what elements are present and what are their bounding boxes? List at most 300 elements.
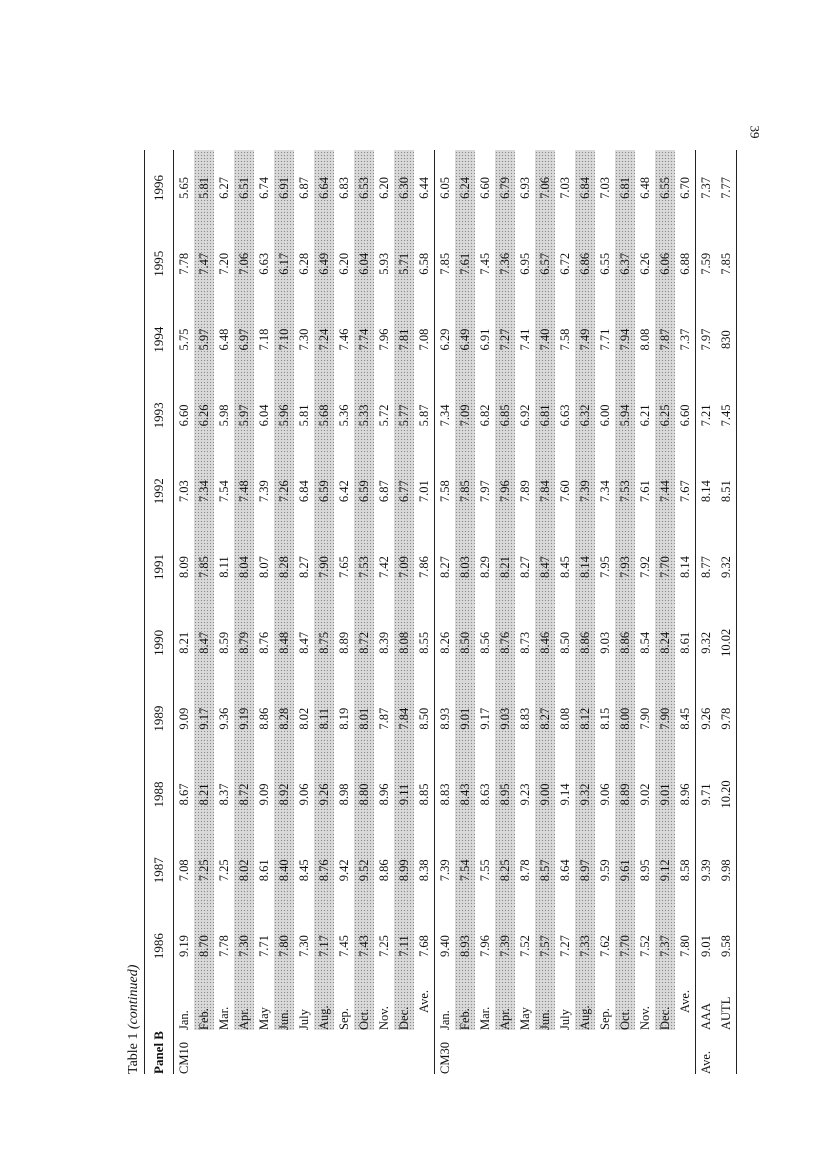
row-label: Sep. bbox=[336, 1008, 351, 1030]
value-cell: 8.08 bbox=[637, 328, 652, 351]
row-label: Oct. bbox=[615, 984, 635, 1030]
value-cell: 7.26 bbox=[274, 453, 294, 529]
row-label: Aug. bbox=[314, 984, 334, 1030]
value-cell: 7.61 bbox=[637, 480, 652, 503]
value-cell: 9.52 bbox=[354, 832, 374, 908]
value-cell: 8.58 bbox=[675, 832, 696, 908]
value-cell: 9.09 bbox=[176, 707, 191, 730]
row-label: Nov. bbox=[376, 1006, 391, 1030]
value-cell: 8.95 bbox=[637, 859, 652, 882]
table-row bbox=[314, 150, 334, 1074]
row-label: Dec. bbox=[655, 984, 675, 1030]
caption-note: (continued) bbox=[126, 964, 141, 1030]
value-cell: 7.54 bbox=[216, 480, 231, 503]
value-cell: 8.78 bbox=[517, 859, 532, 882]
value-cell: 7.44 bbox=[655, 453, 675, 529]
table-row bbox=[675, 150, 696, 1074]
table-row bbox=[214, 150, 234, 1074]
value-cell: 7.34 bbox=[194, 453, 214, 529]
value-cell: 8.27 bbox=[517, 556, 532, 578]
value-cell: 7.25 bbox=[216, 859, 231, 882]
year-header: 1995 bbox=[145, 226, 174, 302]
value-cell: 9.00 bbox=[535, 757, 555, 833]
value-cell: 8.24 bbox=[655, 605, 675, 681]
value-cell: 8.89 bbox=[336, 631, 351, 654]
value-cell: 8.73 bbox=[517, 631, 532, 654]
value-cell: 8.39 bbox=[376, 631, 391, 654]
value-cell: 7.55 bbox=[477, 859, 492, 882]
value-cell: 7.21 bbox=[698, 404, 713, 427]
value-cell: 7.34 bbox=[437, 404, 452, 427]
group-label bbox=[675, 1030, 696, 1074]
row-label: Dec. bbox=[394, 984, 414, 1030]
value-cell: 7.39 bbox=[256, 480, 271, 503]
row-label: Mar. bbox=[216, 1006, 231, 1030]
year-header: 1996 bbox=[145, 150, 174, 226]
table-row bbox=[535, 150, 555, 1074]
value-cell: 6.84 bbox=[575, 150, 595, 226]
value-cell: 8.01 bbox=[354, 681, 374, 757]
value-cell: 5.93 bbox=[376, 252, 391, 275]
value-cell: 8.38 bbox=[414, 832, 435, 908]
value-cell: 9.32 bbox=[716, 529, 737, 605]
value-cell: 7.97 bbox=[477, 480, 492, 503]
value-cell: 8.27 bbox=[437, 556, 452, 578]
value-cell: 8.76 bbox=[495, 605, 515, 681]
value-cell: 9.09 bbox=[256, 783, 271, 806]
value-cell: 7.42 bbox=[376, 556, 391, 578]
value-cell: 7.52 bbox=[517, 935, 532, 958]
group-label bbox=[575, 1030, 595, 1074]
value-cell: 8.09 bbox=[176, 556, 191, 578]
value-cell: 6.26 bbox=[194, 377, 214, 453]
value-cell: 7.36 bbox=[495, 226, 515, 302]
group-label: CM30 bbox=[437, 1042, 452, 1074]
value-cell: 9.06 bbox=[597, 783, 612, 806]
value-cell: 7.03 bbox=[176, 480, 191, 503]
value-cell: 6.59 bbox=[314, 453, 334, 529]
value-cell: 8.75 bbox=[314, 605, 334, 681]
value-cell: 7.30 bbox=[234, 908, 254, 984]
value-cell: 8.14 bbox=[675, 529, 696, 605]
value-cell: 5.87 bbox=[414, 377, 435, 453]
value-cell: 5.96 bbox=[274, 377, 294, 453]
value-cell: 8.03 bbox=[455, 529, 475, 605]
value-cell: 7.58 bbox=[557, 328, 572, 351]
value-cell: 6.20 bbox=[336, 252, 351, 275]
row-label: Jan. bbox=[176, 1010, 191, 1030]
value-cell: 8.97 bbox=[575, 832, 595, 908]
value-cell: 7.37 bbox=[675, 302, 696, 378]
value-cell: 8.27 bbox=[535, 681, 555, 757]
table-row bbox=[274, 150, 294, 1074]
value-cell: 7.25 bbox=[194, 832, 214, 908]
group-label bbox=[635, 1030, 655, 1074]
value-cell: 6.91 bbox=[477, 328, 492, 351]
table-row bbox=[635, 150, 655, 1074]
row-label: Aug. bbox=[575, 984, 595, 1030]
value-cell: 9.36 bbox=[216, 707, 231, 730]
group-label bbox=[354, 1030, 374, 1074]
value-cell: 8.54 bbox=[637, 631, 652, 654]
value-cell: 7.93 bbox=[615, 529, 635, 605]
value-cell: 6.48 bbox=[216, 328, 231, 351]
value-cell: 8.00 bbox=[615, 681, 635, 757]
value-cell: 830 bbox=[716, 302, 737, 378]
value-cell: 6.05 bbox=[437, 177, 452, 199]
value-cell: 5.98 bbox=[216, 404, 231, 427]
year-header: 1988 bbox=[145, 757, 174, 833]
value-cell: 7.41 bbox=[517, 328, 532, 351]
table-row bbox=[495, 150, 515, 1074]
value-cell: 7.78 bbox=[176, 252, 191, 275]
value-cell: 6.49 bbox=[314, 226, 334, 302]
row-label: Sep. bbox=[597, 1008, 612, 1030]
value-cell: 9.26 bbox=[314, 757, 334, 833]
row-label: Jun. bbox=[274, 984, 294, 1030]
value-cell: 5.77 bbox=[394, 377, 414, 453]
value-cell: 8.95 bbox=[495, 757, 515, 833]
table-row bbox=[595, 150, 615, 1074]
value-cell: 6.04 bbox=[256, 404, 271, 427]
value-cell: 8.50 bbox=[557, 631, 572, 654]
value-cell: 8.96 bbox=[675, 757, 696, 833]
value-cell: 7.70 bbox=[615, 908, 635, 984]
value-cell: 7.24 bbox=[314, 302, 334, 378]
value-cell: 8.86 bbox=[376, 859, 391, 882]
value-cell: 8.21 bbox=[495, 529, 515, 605]
group-label bbox=[716, 1030, 737, 1074]
value-cell: 7.94 bbox=[615, 302, 635, 378]
value-cell: 8.46 bbox=[535, 605, 555, 681]
table-row bbox=[515, 150, 535, 1074]
value-cell: 8.11 bbox=[314, 681, 334, 757]
value-cell: 8.50 bbox=[414, 681, 435, 757]
value-cell: 6.20 bbox=[376, 177, 391, 199]
value-cell: 5.94 bbox=[615, 377, 635, 453]
value-cell: 6.60 bbox=[675, 377, 696, 453]
value-cell: 8.28 bbox=[274, 529, 294, 605]
value-cell: 7.09 bbox=[394, 529, 414, 605]
value-cell: 7.59 bbox=[698, 252, 713, 275]
value-cell: 9.03 bbox=[495, 681, 515, 757]
value-cell: 9.01 bbox=[698, 935, 713, 958]
value-cell: 8.48 bbox=[274, 605, 294, 681]
value-cell: 8.64 bbox=[557, 859, 572, 882]
group-label bbox=[214, 1030, 234, 1074]
value-cell: 9.78 bbox=[716, 681, 737, 757]
value-cell: 7.09 bbox=[455, 377, 475, 453]
value-cell: 7.87 bbox=[655, 302, 675, 378]
group-label bbox=[294, 1030, 314, 1074]
value-cell: 7.45 bbox=[336, 935, 351, 958]
value-cell: 7.43 bbox=[354, 908, 374, 984]
value-cell: 7.17 bbox=[314, 908, 334, 984]
value-cell: 7.67 bbox=[675, 453, 696, 529]
value-cell: 7.97 bbox=[698, 328, 713, 351]
value-cell: 8.29 bbox=[477, 556, 492, 578]
value-cell: 7.71 bbox=[256, 935, 271, 958]
value-cell: 7.70 bbox=[655, 529, 675, 605]
year-header: 1990 bbox=[145, 605, 174, 681]
value-cell: 7.08 bbox=[176, 859, 191, 882]
rotated-table-block bbox=[124, 150, 733, 1074]
value-cell: 8.12 bbox=[575, 681, 595, 757]
value-cell: 6.04 bbox=[354, 226, 374, 302]
table-row bbox=[174, 150, 195, 1074]
value-cell: 7.86 bbox=[414, 529, 435, 605]
value-cell: 6.48 bbox=[637, 177, 652, 199]
value-cell: 6.27 bbox=[216, 177, 231, 199]
value-cell: 7.96 bbox=[477, 935, 492, 958]
value-cell: 8.85 bbox=[414, 757, 435, 833]
value-cell: 8.50 bbox=[455, 605, 475, 681]
value-cell: 7.89 bbox=[517, 480, 532, 503]
table-row bbox=[294, 150, 314, 1074]
value-cell: 9.40 bbox=[437, 935, 452, 958]
value-cell: 8.56 bbox=[477, 631, 492, 654]
row-label: May bbox=[256, 1007, 271, 1030]
panel-label: Panel B bbox=[145, 984, 174, 1074]
value-cell: 8.77 bbox=[698, 556, 713, 578]
value-cell: 8.11 bbox=[216, 556, 231, 578]
value-cell: 7.33 bbox=[575, 908, 595, 984]
value-cell: 6.87 bbox=[376, 480, 391, 503]
value-cell: 8.14 bbox=[698, 480, 713, 503]
value-cell: 7.45 bbox=[477, 252, 492, 275]
value-cell: 8.07 bbox=[256, 556, 271, 578]
row-label: Apr. bbox=[234, 984, 254, 1030]
value-cell: 5.81 bbox=[194, 150, 214, 226]
value-cell: 8.93 bbox=[455, 908, 475, 984]
value-cell: 6.79 bbox=[495, 150, 515, 226]
value-cell: 7.37 bbox=[655, 908, 675, 984]
value-cell: 6.85 bbox=[495, 377, 515, 453]
value-cell: 7.47 bbox=[194, 226, 214, 302]
value-cell: 5.81 bbox=[296, 404, 311, 427]
table-row bbox=[374, 150, 394, 1074]
year-header: 1987 bbox=[145, 832, 174, 908]
value-cell: 7.84 bbox=[394, 681, 414, 757]
value-cell: 6.49 bbox=[455, 302, 475, 378]
value-cell: 9.23 bbox=[517, 783, 532, 806]
value-cell: 7.77 bbox=[716, 150, 737, 226]
table-row bbox=[334, 150, 354, 1074]
group-label bbox=[314, 1030, 334, 1074]
value-cell: 7.30 bbox=[296, 328, 311, 351]
value-cell: 8.55 bbox=[414, 605, 435, 681]
value-cell: 6.26 bbox=[637, 252, 652, 275]
group-label bbox=[394, 1030, 414, 1074]
value-cell: 6.74 bbox=[256, 177, 271, 199]
value-cell: 8.72 bbox=[354, 605, 374, 681]
value-cell: 6.30 bbox=[394, 150, 414, 226]
group-label bbox=[455, 1030, 475, 1074]
value-cell: 7.90 bbox=[637, 707, 652, 730]
value-cell: 8.83 bbox=[437, 783, 452, 806]
value-cell: 8.96 bbox=[376, 783, 391, 806]
value-cell: 6.60 bbox=[176, 404, 191, 427]
value-cell: 7.37 bbox=[698, 177, 713, 199]
value-cell: 7.30 bbox=[296, 935, 311, 958]
value-cell: 8.61 bbox=[675, 605, 696, 681]
value-cell: 9.39 bbox=[698, 859, 713, 882]
value-cell: 7.03 bbox=[557, 177, 572, 199]
value-cell: 6.29 bbox=[437, 328, 452, 351]
value-cell: 7.08 bbox=[414, 302, 435, 378]
value-cell: 6.87 bbox=[296, 177, 311, 199]
row-label: Ave. bbox=[414, 984, 435, 1030]
value-cell: 7.68 bbox=[414, 908, 435, 984]
value-cell: 6.21 bbox=[637, 404, 652, 427]
table-row bbox=[575, 150, 595, 1074]
value-cell: 6.55 bbox=[655, 150, 675, 226]
value-cell: 5.72 bbox=[376, 404, 391, 427]
header-row bbox=[145, 150, 174, 1074]
group-label bbox=[274, 1030, 294, 1074]
value-cell: 8.43 bbox=[455, 757, 475, 833]
value-cell: 7.74 bbox=[354, 302, 374, 378]
value-cell: 6.91 bbox=[274, 150, 294, 226]
value-cell: 7.78 bbox=[216, 935, 231, 958]
value-cell: 9.03 bbox=[597, 631, 612, 654]
value-cell: 7.06 bbox=[234, 226, 254, 302]
table-row bbox=[254, 150, 274, 1074]
value-cell: 8.02 bbox=[234, 832, 254, 908]
group-label bbox=[475, 1030, 495, 1074]
value-cell: 6.63 bbox=[557, 404, 572, 427]
value-cell: 8.02 bbox=[296, 707, 311, 730]
value-cell: 6.24 bbox=[455, 150, 475, 226]
value-cell: 7.27 bbox=[557, 935, 572, 958]
value-cell: 8.27 bbox=[296, 556, 311, 578]
value-cell: 9.14 bbox=[557, 783, 572, 806]
value-cell: 8.28 bbox=[274, 681, 294, 757]
caption-title: Table 1 bbox=[126, 1032, 141, 1074]
value-cell: 8.51 bbox=[716, 453, 737, 529]
value-cell: 7.53 bbox=[354, 529, 374, 605]
group-label bbox=[254, 1030, 274, 1074]
value-cell: 7.25 bbox=[376, 935, 391, 958]
value-cell: 8.70 bbox=[194, 908, 214, 984]
value-cell: 7.92 bbox=[637, 556, 652, 578]
value-cell: 7.03 bbox=[597, 177, 612, 199]
value-cell: 8.15 bbox=[597, 707, 612, 730]
value-cell: 5.75 bbox=[176, 328, 191, 351]
value-cell: 7.60 bbox=[557, 480, 572, 503]
value-cell: 8.76 bbox=[314, 832, 334, 908]
value-cell: 10.20 bbox=[716, 757, 737, 833]
value-cell: 9.32 bbox=[698, 631, 713, 654]
value-cell: 7.54 bbox=[455, 832, 475, 908]
page-number: 39 bbox=[747, 125, 763, 139]
value-cell: 7.49 bbox=[575, 302, 595, 378]
group-label bbox=[655, 1030, 675, 1074]
value-cell: 9.59 bbox=[597, 859, 612, 882]
value-cell: 7.01 bbox=[414, 453, 435, 529]
table-row bbox=[455, 150, 475, 1074]
value-cell: 7.84 bbox=[535, 453, 555, 529]
value-cell: 8.92 bbox=[274, 757, 294, 833]
row-label: Oct. bbox=[354, 984, 374, 1030]
value-cell: 7.96 bbox=[495, 453, 515, 529]
value-cell: 9.71 bbox=[698, 783, 713, 806]
value-cell: 8.83 bbox=[517, 707, 532, 730]
group-label bbox=[495, 1030, 515, 1074]
value-cell: 6.57 bbox=[535, 226, 555, 302]
value-cell: 6.25 bbox=[655, 377, 675, 453]
value-cell: 6.83 bbox=[336, 177, 351, 199]
value-cell: 7.20 bbox=[216, 252, 231, 275]
value-cell: 7.71 bbox=[597, 328, 612, 351]
value-cell: 5.65 bbox=[176, 177, 191, 199]
value-cell: 8.37 bbox=[216, 783, 231, 806]
group-label bbox=[555, 1030, 575, 1074]
value-cell: 7.80 bbox=[274, 908, 294, 984]
value-cell: 9.19 bbox=[234, 681, 254, 757]
value-cell: 9.19 bbox=[176, 935, 191, 958]
value-cell: 8.19 bbox=[336, 707, 351, 730]
value-cell: 9.17 bbox=[477, 707, 492, 730]
value-cell: 9.01 bbox=[455, 681, 475, 757]
year-header: 1994 bbox=[145, 302, 174, 378]
value-cell: 8.57 bbox=[535, 832, 555, 908]
value-cell: 9.32 bbox=[575, 757, 595, 833]
value-cell: 7.34 bbox=[597, 480, 612, 503]
row-label: Ave. bbox=[675, 984, 696, 1030]
value-cell: 6.82 bbox=[477, 404, 492, 427]
value-cell: 7.18 bbox=[256, 328, 271, 351]
value-cell: 5.33 bbox=[354, 377, 374, 453]
value-cell: 8.47 bbox=[194, 605, 214, 681]
value-cell: 6.88 bbox=[675, 226, 696, 302]
value-cell: 7.85 bbox=[455, 453, 475, 529]
value-cell: 7.87 bbox=[376, 707, 391, 730]
value-cell: 7.39 bbox=[437, 859, 452, 882]
value-cell: 5.97 bbox=[194, 302, 214, 378]
value-cell: 7.61 bbox=[455, 226, 475, 302]
value-cell: 8.08 bbox=[557, 707, 572, 730]
value-cell: 9.01 bbox=[655, 757, 675, 833]
value-cell: 6.70 bbox=[675, 150, 696, 226]
value-cell: 10.02 bbox=[716, 605, 737, 681]
value-cell: 8.98 bbox=[336, 783, 351, 806]
value-cell: 8.25 bbox=[495, 832, 515, 908]
value-cell: 8.61 bbox=[256, 859, 271, 882]
value-cell: 7.27 bbox=[495, 302, 515, 378]
value-cell: 6.28 bbox=[296, 252, 311, 275]
row-label: Feb. bbox=[455, 984, 475, 1030]
value-cell: 6.44 bbox=[414, 150, 435, 226]
value-cell: 7.39 bbox=[575, 453, 595, 529]
value-cell: 8.86 bbox=[256, 707, 271, 730]
group-label bbox=[374, 1030, 394, 1074]
table-row bbox=[555, 150, 575, 1074]
value-cell: 7.95 bbox=[597, 556, 612, 578]
table-body bbox=[174, 150, 737, 1074]
value-cell: 8.76 bbox=[256, 631, 271, 654]
value-cell: 7.48 bbox=[234, 453, 254, 529]
value-cell: 7.80 bbox=[675, 908, 696, 984]
data-table bbox=[144, 150, 737, 1074]
value-cell: 6.42 bbox=[336, 480, 351, 503]
value-cell: 7.58 bbox=[437, 480, 452, 503]
value-cell: 8.79 bbox=[234, 605, 254, 681]
value-cell: 8.72 bbox=[234, 757, 254, 833]
value-cell: 8.45 bbox=[296, 859, 311, 882]
group-label bbox=[334, 1030, 354, 1074]
value-cell: 6.63 bbox=[256, 252, 271, 275]
